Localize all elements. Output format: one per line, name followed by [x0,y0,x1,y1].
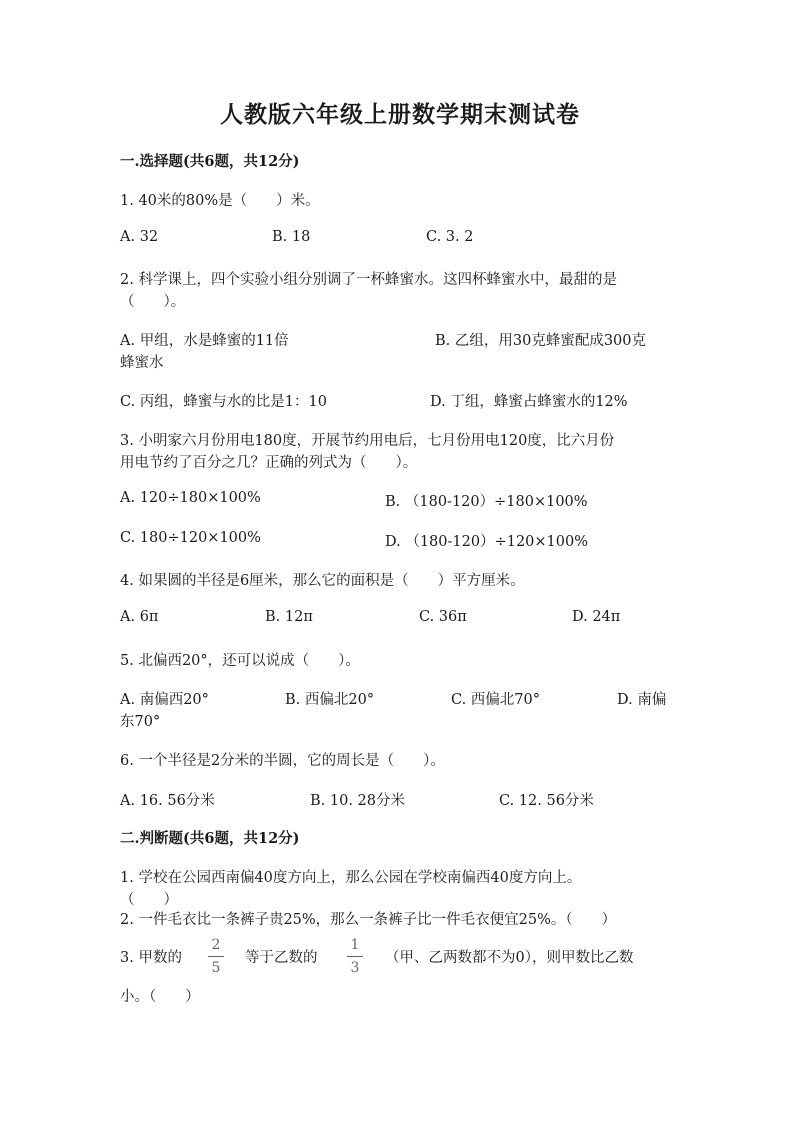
question-3-stem-line1: 3. 小明家六月份用电180度，开展节约用电后，七月份用电120度，比六月份 [120,433,615,449]
question-5-option-a: A. 南偏西20° [120,692,209,708]
question-6-stem: 6. 一个半径是2分米的半圆，它的周长是（ ）。 [120,753,445,769]
fraction-numerator: 2 [211,937,221,953]
question-2-option-a-line2: 蜂蜜水 [120,355,164,371]
question-5-option-d-line2: 东70° [120,714,161,730]
judge-2: 2. 一件毛衣比一条裤子贵25%，那么一条裤子比一件毛衣便宜25%。（ ） [120,912,617,928]
question-1-option-b: B. 18 [272,229,311,245]
fraction-denominator: 3 [350,960,360,976]
question-4-stem: 4. 如果圆的半径是6厘米，那么它的面积是（ ）平方厘米。 [120,573,525,589]
question-6-option-a: A. 16. 56分米 [120,793,215,809]
judge-1-line1: 1. 学校在公园西南偏40度方向上，那么公园在学校南偏西40度方向上。 [120,870,582,886]
fraction-numerator: 1 [350,937,360,953]
question-5-option-b: B. 西偏北20° [285,692,375,708]
question-5-option-d-line1: D. 南偏 [617,692,667,708]
question-1-option-c: C. 3. 2 [426,229,474,245]
fraction-one-third [345,936,365,977]
question-3-option-a: A. 120÷180×100% [120,490,261,506]
section-heading-judge: 二.判断题(共6题，共12分) [120,830,300,847]
question-2-option-a-line1: A. 甲组，水是蜂蜜的11倍 [120,333,289,349]
question-1-stem: 1. 40米的80%是（ ）米。 [120,193,320,209]
judge-3-part2: 等于乙数的 [245,950,318,966]
question-2-option-d: D. 丁组，蜂蜜占蜂蜜水的12% [430,394,628,410]
judge-3-part3: （甲、乙两数都不为0），则甲数比乙数 [385,950,634,966]
question-4-option-b: B. 12π [265,609,313,625]
judge-3-line2: 小。（ ） [120,989,200,1005]
question-3-option-c: C. 180÷120×100% [120,530,261,546]
fraction-two-fifths [206,936,226,977]
question-2-stem-line1: 2. 科学课上，四个实验小组分别调了一杯蜂蜜水。这四杯蜂蜜水中，最甜的是 [120,272,617,288]
question-2-stem-line2: （ ）。 [120,294,186,310]
question-4-option-a: A. 6π [120,609,159,625]
question-1-option-a: A. 32 [120,229,159,245]
exam-title: 人教版六年级上册数学期末测试卷 [220,101,580,128]
question-6-option-c: C. 12. 56分米 [499,793,594,809]
question-3-option-d: D. （180-120）÷120×100% [385,534,589,550]
question-3-stem-line2: 用电节约了百分之几？正确的列式为（ ）。 [120,455,418,471]
question-5-stem: 5. 北偏西20°，还可以说成（ ）。 [120,653,360,669]
question-4-option-c: C. 36π [419,609,467,625]
question-4-option-d: D. 24π [572,609,621,625]
judge-3-part1: 3. 甲数的 [120,950,182,966]
question-3-option-b: B. （180-120）÷180×100% [385,494,588,510]
fraction-bar [347,956,363,957]
section-heading-choice: 一.选择题(共6题，共12分) [120,153,300,170]
fraction-denominator: 5 [211,960,221,976]
question-2-option-b: B. 乙组，用30克蜂蜜配成300克 [435,333,646,349]
fraction-bar [208,956,224,957]
question-5-option-c: C. 西偏北70° [451,692,540,708]
judge-1-line2: （ ） [120,892,178,908]
question-2-option-c: C. 丙组，蜂蜜与水的比是1：10 [120,394,327,410]
question-6-option-b: B. 10. 28分米 [310,793,405,809]
